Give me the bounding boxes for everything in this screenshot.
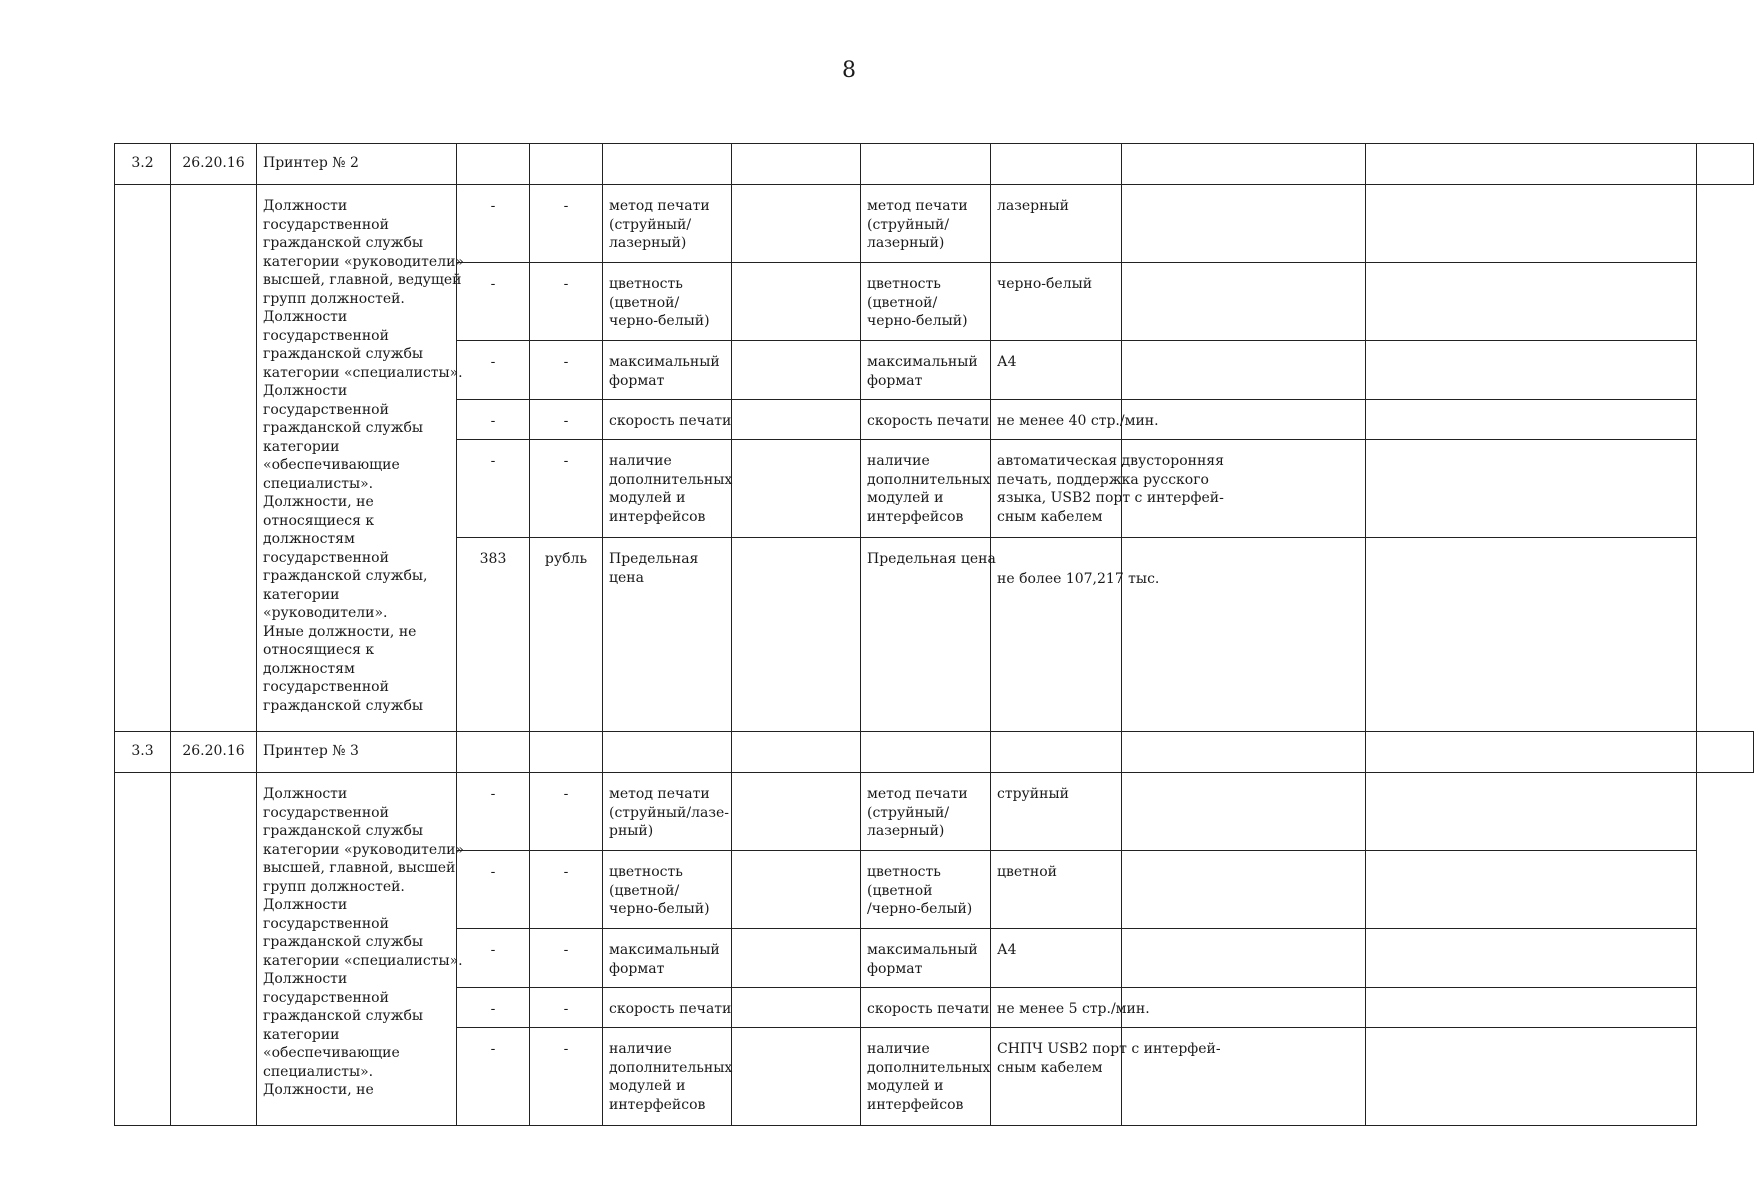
position-line: гражданской службы	[263, 346, 424, 362]
text-line: (струйный/лазе-	[609, 804, 729, 821]
empty-cell	[1697, 732, 1754, 773]
position-line: гражданской службы	[263, 1008, 424, 1024]
characteristic-name-2	[861, 263, 991, 341]
text-line: метод печати	[867, 198, 968, 214]
position-line: «обеспечивающие	[263, 1045, 400, 1061]
position-line: государственной	[263, 915, 389, 932]
position-line: Должности	[263, 309, 348, 325]
text-line: черно-белый)	[609, 313, 710, 329]
characteristic-value	[991, 341, 1122, 400]
text-line: максимальный	[609, 354, 720, 370]
okei-code: 383	[457, 538, 530, 732]
okei-code: -	[457, 1028, 530, 1126]
text-line: скорость печати	[867, 413, 990, 429]
okei-code: -	[457, 185, 530, 263]
text-line: наличие	[867, 1041, 930, 1057]
text-line: максимальный	[867, 354, 978, 370]
okei-code: -	[457, 341, 530, 400]
unit-name: -	[530, 773, 603, 851]
empty-cell	[732, 988, 861, 1028]
characteristic-name	[603, 988, 732, 1028]
empty-cell	[1122, 185, 1366, 263]
position-line: Должности	[263, 971, 348, 987]
characteristic-name-2	[861, 538, 996, 732]
position-line: должностям	[263, 660, 355, 677]
text-line: цветность	[609, 276, 683, 292]
text-line: интерфейсов	[609, 1096, 706, 1113]
section-header-row	[115, 732, 1754, 773]
empty-cell	[732, 538, 861, 732]
empty-cell	[1122, 144, 1366, 185]
empty-cell	[1366, 144, 1697, 185]
text-line: А4	[997, 354, 1017, 370]
text-line: цветность	[867, 276, 941, 292]
position-line: Должности, не	[263, 1082, 374, 1098]
characteristic-value	[991, 440, 1224, 538]
characteristic-name	[603, 851, 732, 929]
text-line: формат	[609, 372, 665, 389]
characteristic-name-2	[861, 988, 991, 1028]
characteristic-name	[603, 929, 732, 988]
okei-code: -	[457, 929, 530, 988]
position-line: относящиеся к	[263, 642, 375, 658]
text-line: формат	[609, 960, 665, 977]
text-line: СНПЧ USB2 порт с интерфей-	[997, 1041, 1221, 1057]
text-line: модулей и	[867, 490, 944, 506]
characteristic-name-2	[861, 1028, 991, 1126]
empty-cell	[1366, 773, 1697, 851]
text-line: сным кабелем	[997, 508, 1103, 525]
characteristic-value	[991, 851, 1122, 929]
characteristic-name-2	[861, 400, 991, 440]
item-title: Принтер № 2	[257, 144, 457, 185]
text-line: лазерный	[997, 198, 1069, 214]
characteristic-row	[115, 185, 1754, 263]
okei-code: -	[457, 851, 530, 929]
position-line: должностям	[263, 531, 355, 547]
position-line: государственной	[263, 804, 389, 821]
empty-cell	[1122, 988, 1366, 1028]
text-line: печать, поддержка русского	[997, 471, 1209, 488]
okei-code: -	[457, 773, 530, 851]
text-line: лазерный)	[867, 823, 945, 839]
empty-cell	[1366, 341, 1697, 400]
position-line: гражданской службы	[263, 823, 424, 839]
section-number: 3.2	[115, 144, 171, 185]
position-line: специалисты».	[263, 475, 374, 492]
position-line: гражданской службы	[263, 697, 424, 714]
text-line: модулей и	[609, 490, 686, 506]
okei-code: -	[457, 400, 530, 440]
text-line: интерфейсов	[609, 508, 706, 525]
text-line: (цветной/	[609, 294, 680, 311]
position-line: гражданской службы	[263, 420, 424, 436]
empty-cell	[1697, 144, 1754, 185]
characteristic-value	[991, 929, 1122, 988]
position-line: гражданской службы,	[263, 568, 428, 584]
text-line: Предельная	[609, 551, 699, 567]
text-line: дополнительных	[609, 1059, 733, 1076]
text-line: черно-белый)	[609, 901, 710, 917]
empty-cell	[732, 1028, 861, 1126]
empty-cell	[1122, 773, 1366, 851]
text-line: модулей и	[867, 1078, 944, 1094]
empty-cell	[1366, 185, 1697, 263]
characteristic-value	[991, 988, 1150, 1028]
empty-cell	[1122, 538, 1366, 732]
text-line: наличие	[867, 453, 930, 469]
unit-name: -	[530, 929, 603, 988]
unit-name: -	[530, 400, 603, 440]
empty-cell	[732, 851, 861, 929]
text-line: формат	[867, 372, 923, 389]
characteristic-name	[603, 263, 732, 341]
position-line: Должности	[263, 786, 348, 802]
characteristic-value	[991, 263, 1122, 341]
text-line: интерфейсов	[867, 1096, 964, 1113]
empty-cell	[732, 341, 861, 400]
text-line: сным кабелем	[997, 1059, 1103, 1076]
empty-cell	[732, 929, 861, 988]
characteristic-value	[991, 400, 1159, 440]
text-line: не менее 40 стр./мин.	[997, 413, 1159, 429]
empty-cell	[457, 144, 530, 185]
unit-name: -	[530, 341, 603, 400]
requirements-table	[114, 143, 1754, 1126]
okei-code: -	[457, 988, 530, 1028]
empty-cell	[115, 185, 171, 732]
text-line: языка, USB2 порт с интерфей-	[997, 490, 1224, 506]
section-number: 3.3	[115, 732, 171, 773]
text-line: черно-белый)	[867, 313, 968, 329]
text-line: рный)	[609, 823, 654, 839]
text-line: дополнительных	[609, 471, 733, 488]
position-line: Иные должности, не	[263, 623, 417, 640]
text-line: метод печати	[609, 198, 710, 214]
okpd-code: 26.20.16	[171, 732, 257, 773]
section-header-row	[115, 144, 1754, 185]
empty-cell	[732, 773, 861, 851]
empty-cell	[1366, 440, 1697, 538]
empty-cell	[1122, 732, 1366, 773]
empty-cell	[1122, 263, 1366, 341]
positions-cell	[257, 773, 464, 1126]
text-line: наличие	[609, 1041, 672, 1057]
text-line: (цветной/	[609, 882, 680, 899]
characteristic-value	[991, 185, 1122, 263]
position-line: государственной	[263, 401, 389, 418]
text-line: цветность	[867, 864, 941, 880]
position-line: Должности, не	[263, 494, 374, 510]
text-line: скорость печати	[609, 413, 732, 429]
empty-cell	[732, 144, 861, 185]
text-line: автоматическая двусторонняя	[997, 453, 1224, 469]
empty-cell	[991, 144, 1122, 185]
positions-cell	[257, 185, 464, 732]
characteristic-value	[991, 773, 1122, 851]
position-line: категории «руководители»	[263, 841, 464, 858]
text-line: метод печати	[609, 786, 710, 802]
page-number: 8	[842, 58, 856, 83]
text-line: черно-белый	[997, 276, 1093, 292]
position-line: «обеспечивающие	[263, 457, 400, 473]
empty-cell	[115, 773, 171, 1126]
text-line: (цветной/	[867, 294, 938, 311]
item-title: Принтер № 3	[257, 732, 457, 773]
position-line: государственной	[263, 679, 389, 695]
text-line: цветной	[997, 864, 1058, 880]
text-line: (струйный/	[867, 804, 950, 821]
okei-code: -	[457, 263, 530, 341]
position-line: Должности	[263, 383, 348, 399]
characteristic-name	[603, 1028, 732, 1126]
text-line: цена	[609, 569, 644, 586]
characteristic-name-2	[861, 440, 991, 538]
price-value: не более 107,217 тыс.	[997, 571, 1160, 587]
empty-cell	[1366, 929, 1697, 988]
position-line: Должности	[263, 897, 348, 913]
unit-name: -	[530, 851, 603, 929]
position-line: категории	[263, 1026, 340, 1043]
empty-cell	[171, 185, 257, 732]
empty-cell	[732, 263, 861, 341]
characteristic-value	[991, 538, 1160, 732]
empty-cell	[1366, 1028, 1697, 1126]
characteristic-name-2	[861, 851, 991, 929]
unit-name: -	[530, 988, 603, 1028]
empty-cell	[1122, 341, 1366, 400]
text-line: (струйный/	[867, 216, 950, 233]
okei-code: -	[457, 440, 530, 538]
text-line: интерфейсов	[867, 508, 964, 525]
position-line: категории «специалисты».	[263, 952, 463, 969]
position-line: государственной	[263, 216, 389, 233]
empty-cell	[1122, 851, 1366, 929]
text-line: формат	[867, 960, 923, 977]
position-line: гражданской службы	[263, 934, 424, 950]
position-line: высшей, главной, ведущей	[263, 272, 462, 288]
characteristic-name	[603, 538, 732, 732]
characteristic-name	[603, 400, 732, 440]
position-line: Должности	[263, 198, 348, 214]
text-line: (цветной	[867, 882, 933, 899]
text-line: максимальный	[867, 942, 978, 958]
text-line: Предельная цена	[867, 551, 996, 567]
empty-cell	[530, 144, 603, 185]
position-line: высшей, главной, высшей	[263, 860, 456, 876]
empty-cell	[603, 732, 732, 773]
empty-cell	[171, 773, 257, 1126]
text-line: /черно-белый)	[867, 901, 973, 917]
empty-cell	[1366, 263, 1697, 341]
text-line: струйный	[997, 786, 1069, 802]
characteristic-name-2	[861, 773, 991, 851]
empty-cell	[1366, 851, 1697, 929]
text-line: лазерный)	[867, 235, 945, 251]
empty-cell	[1122, 929, 1366, 988]
text-line: дополнительных	[867, 1059, 991, 1076]
empty-cell	[732, 400, 861, 440]
empty-cell	[603, 144, 732, 185]
text-line: максимальный	[609, 942, 720, 958]
empty-cell	[861, 732, 991, 773]
empty-cell	[457, 732, 530, 773]
table-body	[115, 144, 1754, 1126]
text-line: метод печати	[867, 786, 968, 802]
position-line: государственной	[263, 549, 389, 566]
empty-cell	[991, 732, 1122, 773]
position-line: относящиеся к	[263, 512, 375, 529]
empty-cell	[1366, 732, 1697, 773]
position-line: групп должностей.	[263, 878, 405, 895]
position-line: «руководители».	[263, 605, 388, 621]
empty-cell	[530, 732, 603, 773]
text-line: (струйный/	[609, 216, 692, 233]
empty-cell	[1366, 400, 1697, 440]
position-line: категории	[263, 586, 340, 603]
characteristic-name	[603, 185, 732, 263]
text-line: наличие	[609, 453, 672, 469]
position-line: гражданской службы	[263, 235, 424, 251]
characteristic-name-2	[861, 929, 991, 988]
text-line: цветность	[609, 864, 683, 880]
empty-cell	[1366, 988, 1697, 1028]
position-line: государственной	[263, 989, 389, 1006]
text-line: не менее 5 стр./мин.	[997, 1001, 1150, 1017]
unit-name: рубль	[530, 538, 603, 732]
position-line: государственной	[263, 327, 389, 344]
position-line: категории	[263, 438, 340, 455]
position-line: групп должностей.	[263, 290, 405, 307]
characteristic-name	[603, 341, 732, 400]
empty-cell	[861, 144, 991, 185]
text-line: скорость печати	[609, 1001, 732, 1017]
position-line: специалисты».	[263, 1063, 374, 1080]
text-line: скорость печати	[867, 1001, 990, 1017]
text-line: лазерный)	[609, 235, 687, 251]
characteristic-name	[603, 773, 732, 851]
text-line: дополнительных	[867, 471, 991, 488]
position-line: категории «специалисты».	[263, 364, 463, 381]
unit-name: -	[530, 185, 603, 263]
text-line: модулей и	[609, 1078, 686, 1094]
unit-name: -	[530, 1028, 603, 1126]
empty-cell	[732, 732, 861, 773]
characteristic-row	[115, 773, 1754, 851]
empty-cell	[732, 185, 861, 263]
unit-name: -	[530, 440, 603, 538]
characteristic-name-2	[861, 185, 991, 263]
characteristic-value	[991, 1028, 1221, 1126]
position-line: категории «руководители»	[263, 253, 464, 270]
characteristic-name-2	[861, 341, 991, 400]
okpd-code: 26.20.16	[171, 144, 257, 185]
text-line: А4	[997, 942, 1017, 958]
empty-cell	[732, 440, 861, 538]
empty-cell	[1366, 538, 1697, 732]
characteristic-name	[603, 440, 732, 538]
unit-name: -	[530, 263, 603, 341]
